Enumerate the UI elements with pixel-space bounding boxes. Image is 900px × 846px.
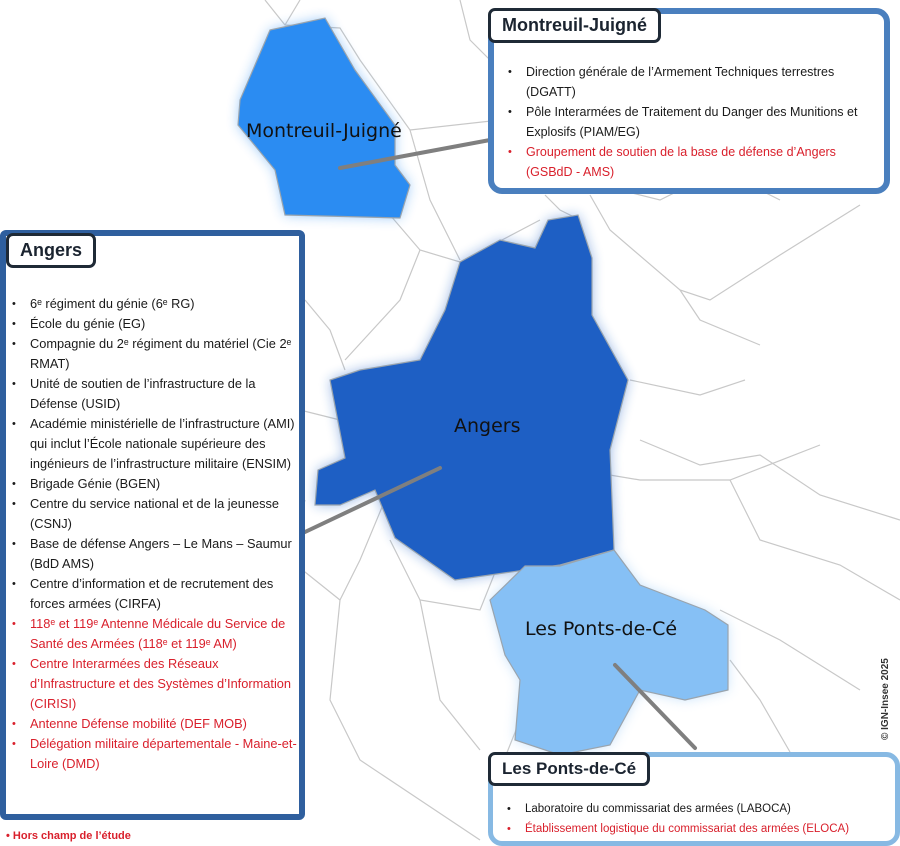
- list-item: • Groupement de soutien de la base de défense d’Angers (GSBdD - AMS): [502, 142, 882, 182]
- label-les-ponts-de-ce: Les Ponts-de-Cé: [525, 618, 678, 640]
- list-item: • École du génie (EG): [6, 314, 301, 334]
- label-angers: Angers: [454, 415, 521, 437]
- panel-title-angers: Angers: [6, 233, 96, 268]
- footnote-out-of-scope: • Hors champ de l’étude: [6, 830, 131, 842]
- list-item: • Académie ministérielle de l’infrastructure (AMI) qui inclut l’École nationale supérieure des ingénieurs de l’infrastructure militaire (ENSIM): [6, 414, 301, 474]
- commune-les-ponts-de-ce: [490, 550, 728, 755]
- list-item: • 6ᵉ régiment du génie (6ᵉ RG): [6, 294, 301, 314]
- panel-title-montreuil-juigne: Montreuil-Juigné: [488, 8, 661, 43]
- list-item: • Compagnie du 2ᵉ régiment du matériel (Cie 2ᵉ RMAT): [6, 334, 301, 374]
- list-angers: [6, 294, 301, 774]
- list-item: • Établissement logistique du commissariat des armées (ELOCA): [501, 819, 896, 839]
- list-item: • Base de défense Angers – Le Mans – Saumur (BdD AMS): [6, 534, 301, 574]
- label-montreuil-juigne: Montreuil-Juigné: [246, 120, 402, 142]
- list-item: • Unité de soutien de l’infrastructure de la Défense (USID): [6, 374, 301, 414]
- copyright: © IGN-Insee 2025: [880, 658, 891, 740]
- list-item: • Pôle Interarmées de Traitement du Danger des Munitions et Explosifs (PIAM/EG): [502, 102, 882, 142]
- panel-title-les-ponts-de-ce: Les Ponts-de-Cé: [488, 752, 650, 786]
- commune-angers: [315, 215, 628, 580]
- list-item: • Centre Interarmées des Réseaux d’Infrastructure et des Systèmes d’Information (CIRISI): [6, 654, 301, 714]
- list-montreuil-juigne: [502, 62, 882, 182]
- list-item: • Antenne Défense mobilité (DEF MOB): [6, 714, 301, 734]
- list-item: • Délégation militaire départementale - Maine-et-Loire (DMD): [6, 734, 301, 774]
- list-item: • Centre du service national et de la jeunesse (CSNJ): [6, 494, 301, 534]
- list-item: • Direction générale de l’Armement Techniques terrestres (DGATT): [502, 62, 882, 102]
- list-item: • Brigade Génie (BGEN): [6, 474, 301, 494]
- list-item: • 118ᵉ et 119ᵉ Antenne Médicale du Service de Santé des Armées (118ᵉ et 119ᵉ AM): [6, 614, 301, 654]
- commune-montreuil-juigne: [238, 18, 410, 218]
- list-les-ponts-de-ce: [501, 799, 896, 839]
- panel-angers: [0, 230, 305, 820]
- list-item: • Laboratoire du commissariat des armées (LABOCA): [501, 799, 896, 819]
- list-item: • Centre d’information et de recrutement des forces armées (CIRFA): [6, 574, 301, 614]
